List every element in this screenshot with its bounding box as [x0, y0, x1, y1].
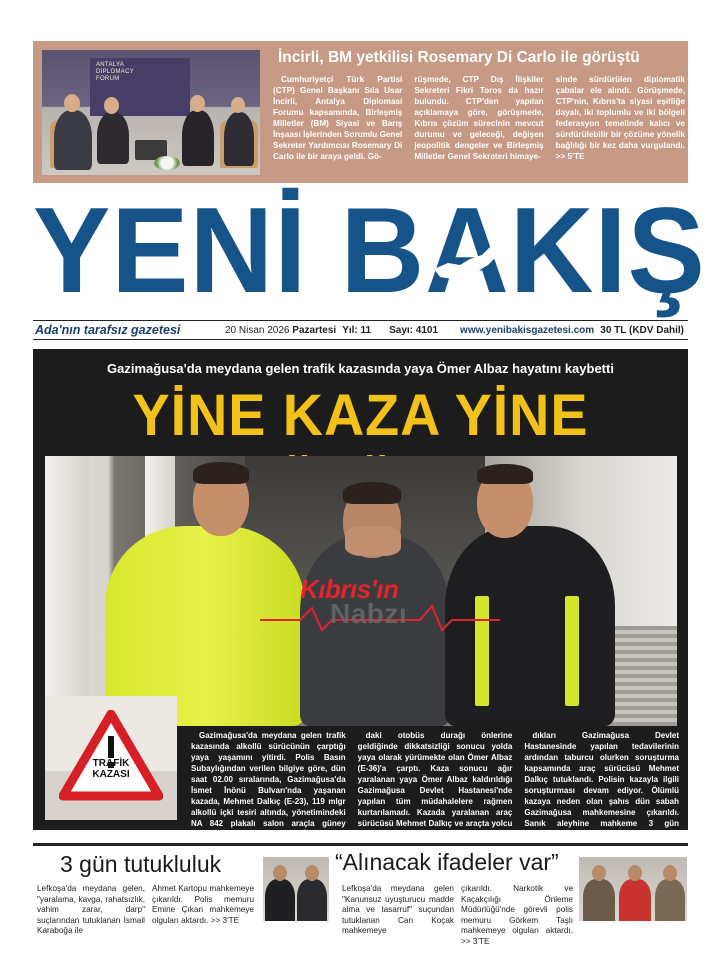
flowers: [154, 156, 180, 170]
teaser-columns: [273, 74, 685, 162]
brief-right-photo: [579, 857, 687, 921]
brief-right-text: Lefkoşa'da meydana gelen "Kanunsuz uyuşturucu madde alma ve tasarruf" suçundan tutuklanan Can Koçak mahkemeye: [342, 884, 454, 935]
brief-left-photo: [263, 857, 329, 921]
person-head: [64, 94, 80, 112]
teaser-column: sinde sürdürülen diplomatik çabalar ele alındı. Görüşmede, CTP'nin, Kıbrıs'ta siyasi eşitliğe dayalı, iki toplumlu ve iki bölgeli federasyon temelinde kalıcı ve sürdürülebilir bir çözüme yönelik bağlılığı bir kez daha vurgulandı. >> 5'TE: [555, 75, 685, 161]
screen-line: FORUM: [96, 76, 120, 82]
person-figure: [583, 879, 615, 921]
teaser-column: rüşmede, CTP Dış İlişkiler Sekreteri Fikri Toros da hazır bulundu. CTP'den yapılan açıklamaya göre, görüşmede, Kıbrıs çözüm sürecinin mevcut durumu ve geleceği, değişen jeopolitik dengeler ve Birleşmiş Milletler Genel Sekreteri himaye-: [414, 75, 544, 161]
brief-left-text: Ahmet Kartopu mahkemeye çıkarıldı. Polis memuru Emine Çıkan mahkemeye olguları aktardı. >> 3'TE: [152, 884, 254, 925]
divider: [33, 843, 688, 846]
person-figure: [297, 879, 327, 921]
story-kicker: Gazimağusa'da meydana gelen trafik kazasında yaya Ömer Albaz hayatını kaybetti: [107, 361, 614, 376]
person-head: [628, 865, 642, 881]
year-label: Yıl: 11: [342, 324, 372, 336]
sign-text: TRAFİK KAZASI: [92, 758, 130, 780]
main-photo: [45, 456, 677, 726]
person-head: [592, 865, 606, 881]
teaser-title[interactable]: İncirli, BM yetkilisi Rosemary Di Carlo ile görüştü: [278, 49, 640, 66]
traffic-sign-photo: [45, 696, 177, 820]
story-paragraph: Gazimağusa'da meydana gelen trafik kazasında alkollü sürücünün çarptığı yaya yaşamını yitirdi. Polis Basın Subaylığından verilen bilgiye göre, dün saat 02.00 sıralarında, Gazimağusa'da İsmet İnönü Bulvarı'nda yaşanan kazada, Mehmet Dalkıç (E-23), 119 mlgr alkollü içki tesiri altında, yönetimindeki NA 842 plakalı salon araçla güney yönünde seyrettiği sırada DAÜ ATM'lerin: [191, 731, 346, 839]
screen-line: DIPLOMACY: [96, 69, 135, 75]
forum-screen-text: [96, 62, 134, 83]
teaser-column: Cumhuriyetçi Türk Partisi (CTP) Genel Başkanı Sıla Usar İncirli, Antalya Diplomasi Forumu kapsamında, Birleşmiş Milletler (BM) Siyasi ve Barış İnşaası İşlerinden Sorumlu Genel Sekreter Yardımcısı Rosemary Di Carlo ile bir araya geldi. Gö-: [273, 75, 403, 161]
warning-triangle-icon: [59, 710, 163, 802]
person-head: [273, 865, 287, 881]
person-figure: [224, 112, 254, 166]
story-column: [191, 730, 346, 851]
story-headline[interactable]: YİNE KAZA YİNE: [132, 383, 589, 448]
person-head: [231, 97, 245, 113]
brief-right-text: çıkarıldı. Narkotik ve Kaçakçılığı Önleme Müdürlüğü'nde görevli polis memuru Görkem Taşlı mahkemeye olguları aktardı. >> 3'TE: [461, 884, 573, 946]
weekday-text: Pazartesi: [292, 324, 337, 336]
issue-date: [225, 325, 336, 336]
person-head: [190, 95, 205, 112]
person-figure: [265, 879, 295, 921]
newspaper-name: YENİ BAKIŞ: [33, 182, 706, 318]
story-columns: [191, 730, 679, 851]
watermark-bottom-text: Nabzı: [330, 598, 408, 629]
ac-unit: [605, 626, 677, 726]
watermark-logo: [260, 574, 500, 634]
story-column: [358, 730, 513, 851]
screen-line: ANTALYA: [96, 62, 125, 68]
brief-left-title[interactable]: 3 gün tutukluluk: [60, 851, 222, 877]
watermark-top-text: Kıbrıs'ın: [300, 574, 399, 604]
teaser-photo: [42, 50, 260, 175]
person-figure: [619, 879, 651, 921]
person-figure: [97, 112, 129, 164]
person-head: [104, 97, 119, 114]
date-text: 20 Nisan 2026: [225, 324, 290, 336]
issue-number: Sayı: 4101: [389, 324, 439, 336]
person-head: [663, 865, 677, 881]
website-link[interactable]: www.yenibakisgazetesi.com: [460, 324, 595, 336]
person-figure: [54, 110, 92, 170]
cyprus-map-icon: [430, 225, 520, 289]
main-story: [33, 349, 688, 839]
story-column: [524, 730, 679, 851]
masthead: [30, 182, 706, 318]
slogan: Ada'nın tarafsız gazetesi: [35, 323, 181, 337]
person-figure: [655, 879, 685, 921]
person-head: [305, 865, 319, 881]
teaser-box: [33, 41, 688, 183]
person-figure: [182, 110, 214, 166]
building-pillar: [45, 456, 89, 726]
brief-right-title[interactable]: “Alınacak ifadeler var”: [335, 849, 559, 875]
story-paragraph: daki otobüs durağı önlerine geldiğinde dikkatsizliği sonucu yolda yaya olarak yürümekte olan Ömer Albaz (E-36)'a çarptı. Kaza sonucu ağır yaralanan yaya Ömer Albaz kaldırıldığı Gazimağusa Devlet Hastanesi'nde yapılan tüm müdahalelere rağmen kurtarılamadı. Kazada yaralanan araç sürücüsü Mehmet Dalkıç ve araçta yolcu olarak bulunan Batuhan Karaoğlan (E-: [357, 731, 513, 839]
story-paragraph: dıkları Gazimağusa Devlet Hastanesinde yapılan tedavilerinin ardından taburcu olurken soruşturma kapsamında araç sürücüsü Mehmet Dalkıç tutuklandı. Polisin kazayla ilgili soruşturması devam ediyor. Ölümlü kazaya neden olan şahıs dün sabah Gazimağusa mahkemesine çıkarıldı. Sanık aleyhine mahkeme 3 gün tutukluluk emri verdi. >> Sayfa 5'te: [524, 731, 680, 839]
info-bar: [33, 320, 688, 340]
brief-left-text: Lefkoşa'da meydana gelen, "yaralama, kavga, rahatsızlık, vahim zarar, darp" suçlarından tutuklanan İsmail Karaboğa ile: [37, 884, 145, 935]
price-label: 30 TL (KDV Dahil): [600, 324, 684, 336]
